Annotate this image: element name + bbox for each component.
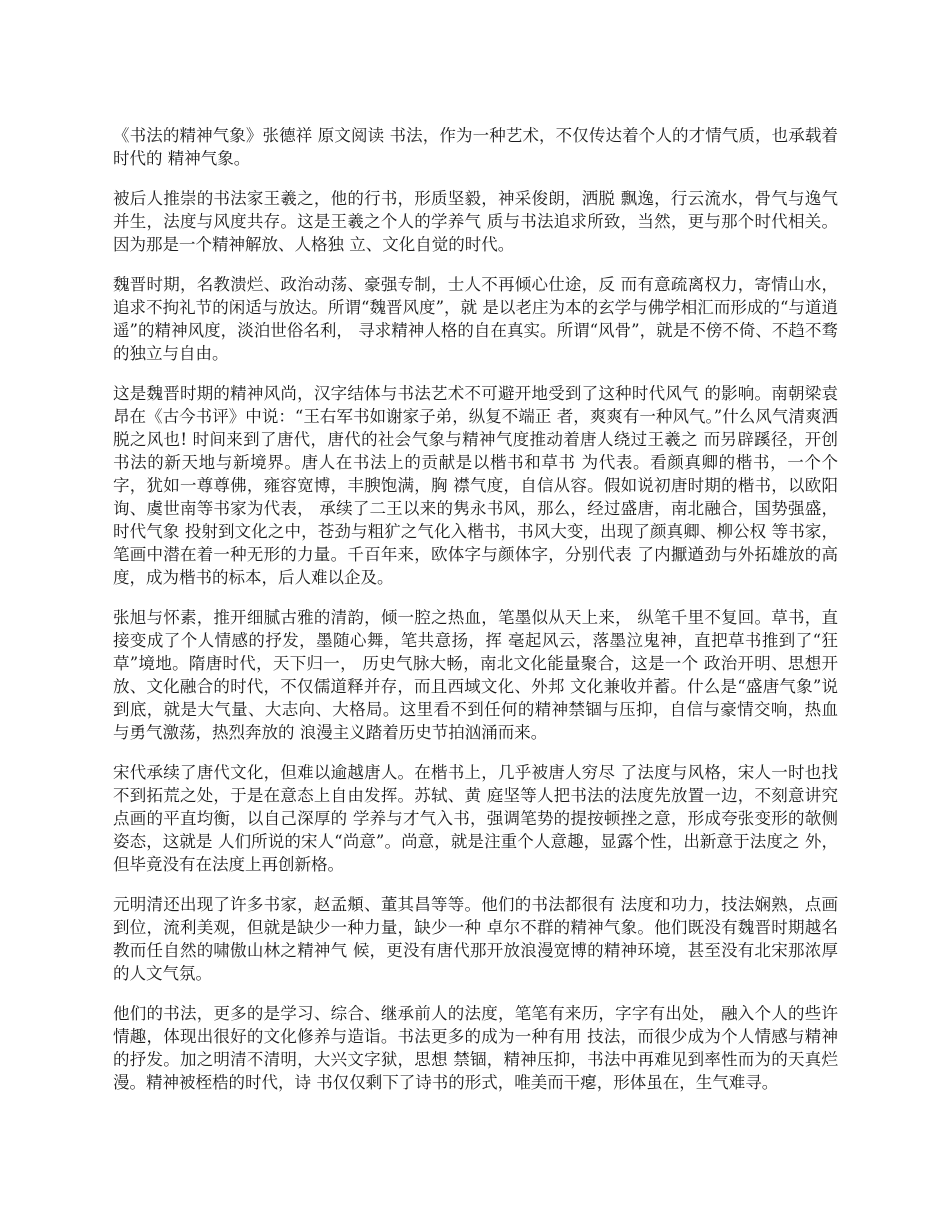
paragraph-5: 张旭与怀素，推开细腻古雅的清韵，倾一腔之热血，笔墨似从天上来， 纵笔千里不复回。草书，直接变成了个人情感的抒发，墨随心舞，笔共意扬，挥 毫起风云，落墨泣鬼神，直把草书推到了“狂草”境地。隋唐时代，天下归一， 历史气脉大畅，南北文化能量聚合，这是一个 政治开明、思想开放、文化融合的时代，不仅儒道释并存，而且西域文化、外邦 文化兼收并蓄。什么是“盛唐气象”说到底，就是大气量、大志向、大格局。这里看不到任何的精神禁锢与压抑，自信与豪情交响，热血与勇气激荡，热烈奔放的 浪漫主义踏着历史节拍汹涌而来。 <box>113 608 838 742</box>
paragraph-3: 魏晋时期，名教溃烂、政治动荡、豪强专制，士人不再倾心仕途，反 而有意疏离权力，寄情山水，追求不拘礼节的闲适与放达。所谓“魏晋风度”，就 是以老庄为本的玄学与佛学相汇而形成的“与道逍遥”的精神风度，淡泊世俗名利， 寻求精神人格的自在真实。所谓“风骨”，就是不傍不倚、不趋不骛的独立与自由。 <box>113 275 838 363</box>
document-body <box>113 124 838 1111</box>
paragraph-6: 宋代承续了唐代文化，但难以逾越唐人。在楷书上，几乎被唐人穷尽 了法度与风格，宋人一时也找不到拓荒之处，于是在意态上自由发挥。苏轼、黄 庭坚等人把书法的法度先放置一边，不刻意讲究点画的平直均衡，以自己深厚的 学养与才气入书，强调笔势的提按顿挫之意，形成夸张变形的欹侧姿态，这就是 人们所说的宋人“尚意”。尚意，就是注重个人意趣，显露个性，出新意于法度之 外，但毕竟没有在法度上再创新格。 <box>113 763 838 874</box>
paragraph-4: 这是魏晋时期的精神风尚，汉字结体与书法艺术不可避开地受到了这种时代风气 的影响。南朝梁袁昂在《古今书评》中说：“王右军书如谢家子弟，纵复不端正 者，爽爽有一种风气。”什么风气清爽洒脱之风也! 时间来到了唐代，唐代的社会气象与精神气度推动着唐人绕过王羲之 而另辟蹊径，开创书法的新天地与新境界。唐人在书法上的贡献是以楷书和草书 为代表。看颜真卿的楷书，一个个字，犹如一尊尊佛，雍容宽博，丰腴饱满，胸 襟气度，自信从容。假如说初唐时期的楷书，以欧阳询、虞世南等书家为代表， 承续了二王以来的隽永书风，那么，经过盛唐，南北融合，国势强盛，时代气象 投射到文化之中，苍劲与粗犷之气化入楷书，书风大变，出现了颜真卿、柳公权 等书家，笔画中潜在着一种无形的力量。千百年来，欧体字与颜体字，分别代表 了内擫遒劲与外拓雄放的高度，成为楷书的标本，后人难以企及。 <box>113 384 838 587</box>
paragraph-7: 元明清还出现了许多书家，赵孟頫、董其昌等等。他们的书法都很有 法度和功力，技法娴熟，点画到位，流利美观，但就是缺少一种力量，缺少一种 卓尔不群的精神气象。他们既没有魏晋时期越名教而任自然的啸傲山林之精神气 候，更没有唐代那开放浪漫宽博的精神环境，甚至没有北宋那浓厚的人文气氛。 <box>113 895 838 983</box>
paragraph-2: 被后人推崇的书法家王羲之，他的行书，形质坚毅，神采俊朗，洒脱 飘逸，行云流水，骨气与逸气并生，法度与风度共存。这是王羲之个人的学养气 质与书法追求所致，当然，更与那个时代相关。因为那是一个精神解放、人格独 立、文化自觉的时代。 <box>113 189 838 254</box>
paragraph-8: 他们的书法，更多的是学习、综合、继承前人的法度，笔笔有来历，字字有出处， 融入个人的些许情趣，体现出很好的文化修养与造诣。书法更多的成为一种有用 技法，而很少成为个人情感与精神的抒发。加之明清不清明，大兴文字狱，思想 禁锢，精神压抑，书法中再难见到率性而为的天真烂漫。精神被桎梏的时代，诗 书仅仅剩下了诗书的形式，唯美而干瘪，形体虽在，生气难寻。 <box>113 1004 838 1092</box>
paragraph-1: 《书法的精神气象》张德祥 原文阅读 书法，作为一种艺术，不仅传达着个人的才情气质，也承载着时代的 精神气象。 <box>113 126 838 168</box>
